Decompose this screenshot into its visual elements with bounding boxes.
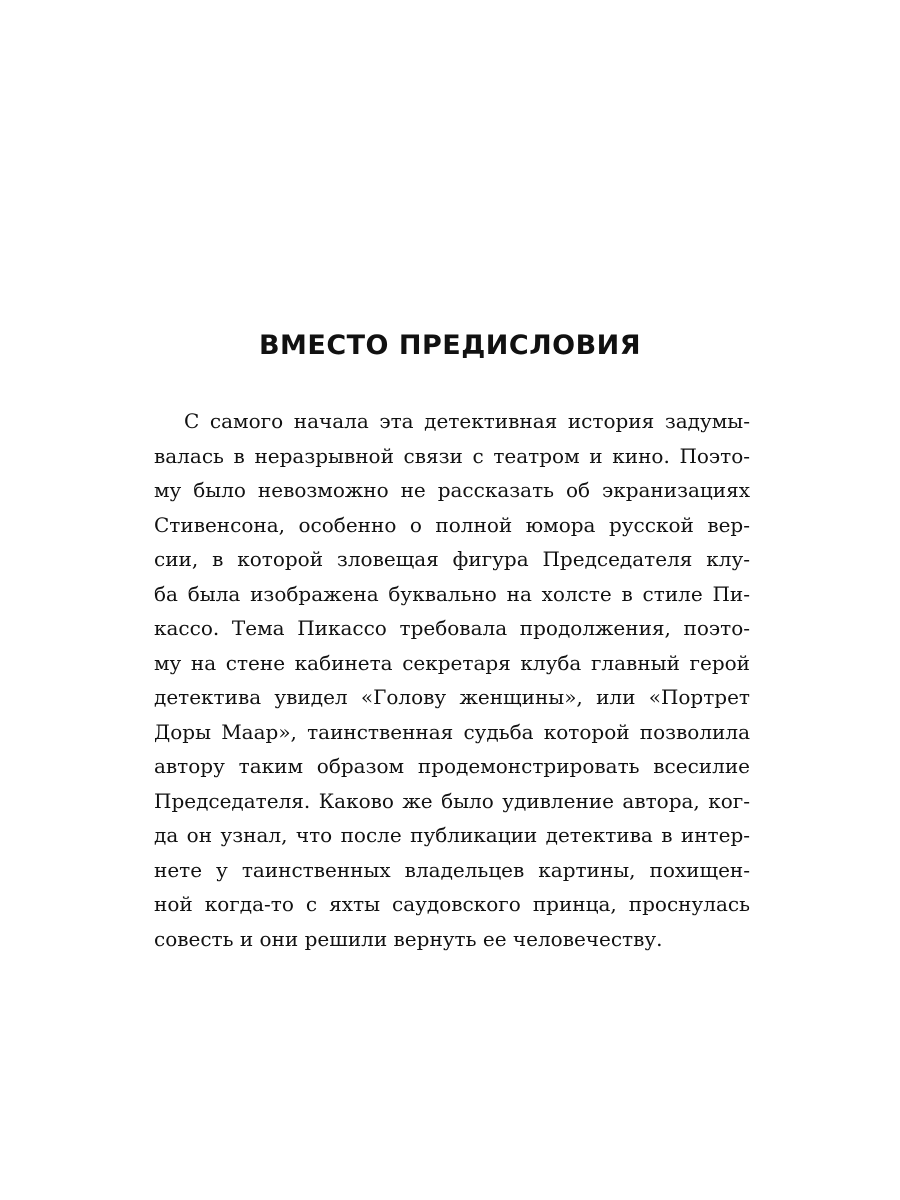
paragraph-line: Председателя. Каково же было удивление автора, ког-	[154, 788, 750, 813]
paragraph-line: Доры Маар», таинственная судьба которой позволила	[154, 719, 750, 744]
paragraph-line: ба была изображена буквально на холсте в стиле Пи-	[154, 581, 750, 606]
paragraph-line: Стивенсона, особенно о полной юмора русской вер-	[154, 512, 750, 537]
paragraph-line: ной когда-то с яхты саудовского принца, проснулась	[154, 892, 750, 916]
paragraph-line: совесть и они решили вернуть ее человечеству.	[154, 926, 663, 951]
paragraph-line: автору таким образом продемонстрировать всесилие	[154, 754, 750, 778]
paragraph-line: детектива увидел «Голову женщины», или «Портрет	[154, 685, 750, 709]
paragraph-line: нете у таинственных владельцев картины, похищен-	[154, 857, 750, 882]
chapter-heading: ВМЕСТО ПРЕДИСЛОВИЯ	[258, 330, 642, 361]
paragraph-line: му на стене кабинета секретаря клуба главный герой	[154, 650, 750, 675]
paragraph-line: сии, в которой зловещая фигура Председателя клу-	[154, 547, 750, 571]
paragraph-line: С самого начала эта детективная история задумы-	[184, 409, 750, 433]
paragraph-line: кассо. Тема Пикассо требовала продолжения, поэто-	[154, 616, 750, 640]
paragraph-line: валась в неразрывной связи с театром и кино. Поэто-	[154, 443, 750, 468]
paragraph-line: му было невозможно не рассказать об экранизациях	[154, 478, 750, 502]
body-paragraph	[154, 404, 750, 956]
paragraph-line: да он узнал, что после публикации детектива в интер-	[154, 823, 750, 847]
